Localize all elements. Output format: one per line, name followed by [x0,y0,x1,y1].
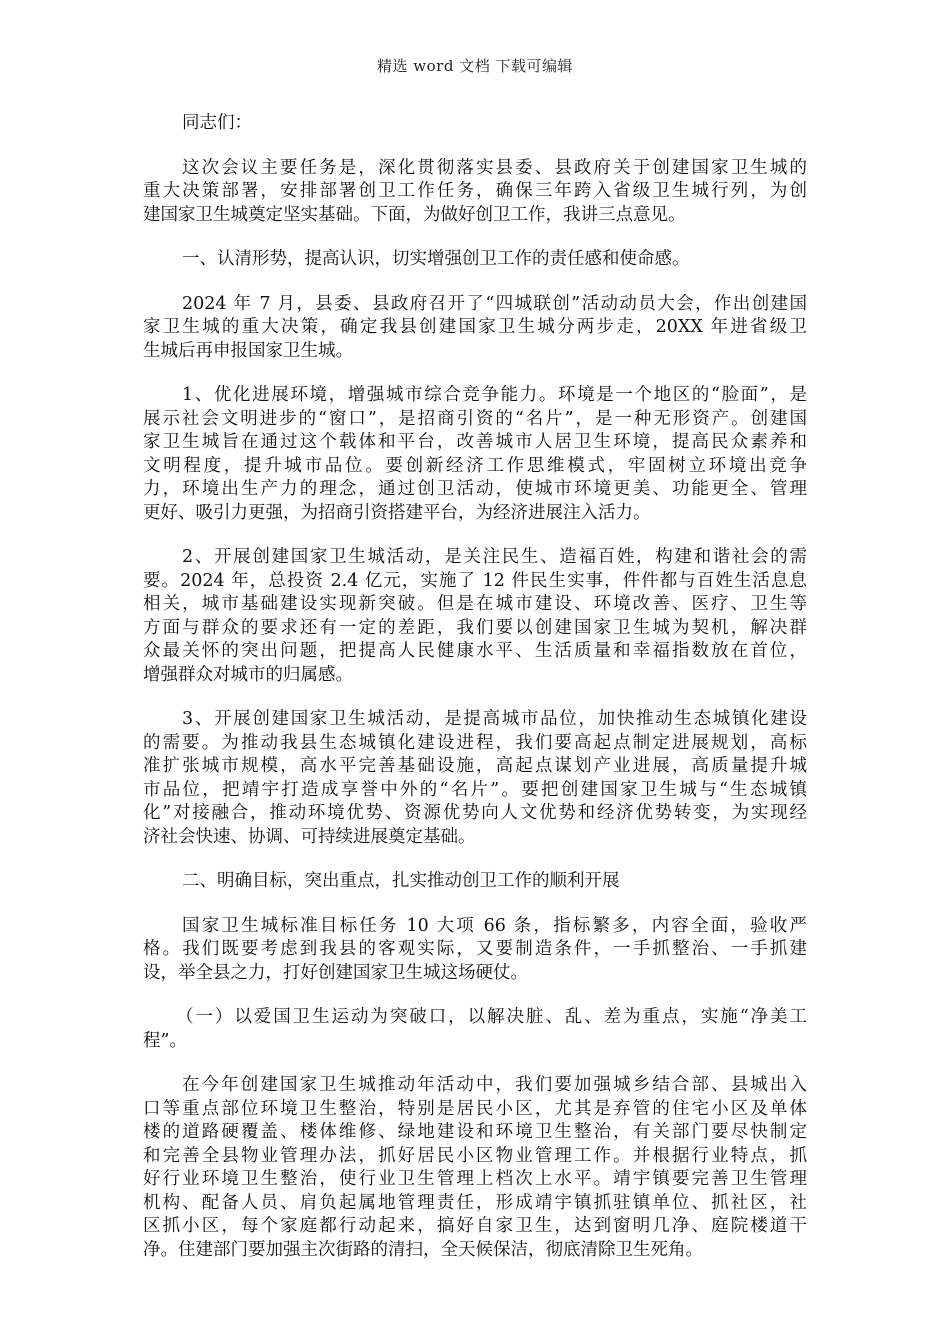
text-line: 要。2024 年，总投资 2.4 亿元，实施了 12 件民生实事，件件都与百姓生活息息 [143,570,807,591]
text-line: 二、明确目标，突出重点，扎实推动创卫工作的顺利开展 [182,871,620,891]
section-heading-one [143,248,807,272]
text-line: 文明程度，提升城市品位。要创新经济工作思维模式，牢固树立环境出竞争 [143,455,807,476]
text-line: 方面与群众的要求还有一定的差距，我们要以创建国家卫生城为契机，解决群 [143,617,807,638]
text-line: 化”对接融合，推动环境优势、资源优势向人文优势和经济优势转变，为实现经 [143,803,807,823]
text-line: 这次会议主要任务是，深化贯彻落实县委、县政府关于创建国家卫生城的 [182,157,807,178]
text-line: 更好、吸引力更强，为招商引资搭建平台，为经济进展注入活力。 [143,502,651,523]
document-header: 精选 word 文档 下载可编辑 [377,57,573,75]
paragraph-sanitation [143,1074,807,1262]
text-line: 建国家卫生城奠定坚实基础。下面，为做好创卫工作，我讲三点意见。 [143,204,686,225]
text-line: 家卫生城的重大决策，确定我县创建国家卫生城分两步走，20XX 年进省级卫 [143,317,807,337]
text-line: 生城后再申报国家卫生城。 [143,340,353,361]
text-line: 格。我们既要考虑到我县的客观实际，又要制造条件，一手抓整治、一手抓建 [143,939,807,959]
text-line: 净。住建部门要加强主次街路的清扫，全天候保洁，彻底清除卫生死角。 [143,1239,703,1260]
subsection-heading-one [143,1006,807,1053]
text-line: 3、开展创建国家卫生城活动，是提高城市品位，加快推动生态城镇化建设 [182,709,807,729]
paragraph-point-2 [143,546,807,687]
text-line: 好行业环境卫生整治，使行业卫生管理上档次上水平。靖宇镇要完善卫生管理 [143,1169,807,1189]
text-line: 机构、配备人员、肩负起属地管理责任，形成靖宇镇抓驻镇单位、抓社区，社 [143,1192,807,1213]
text-line: 区抓小区，每个家庭都行动起来，搞好自家卫生，达到窗明几净、庭院楼道干 [143,1216,807,1236]
text-line: 国家卫生城标准目标任务 10 大项 66 条，指标繁多，内容全面，验收严 [182,915,807,936]
document-body [143,112,807,1283]
paragraph-targets [143,915,807,986]
text-line: 2024 年 7 月，县委、县政府召开了“四城联创”活动动员大会，作出创建国 [182,293,807,314]
text-line: 增强群众对城市的归属感。 [143,664,353,685]
paragraph-salutation [143,112,807,136]
text-line: 在今年创建国家卫生城推动年活动中，我们要加强城乡结合部、县城出入 [182,1075,807,1095]
text-line: 程”。 [143,1030,187,1051]
text-line: 2、开展创建国家卫生城活动，是关注民生、造福百姓，构建和谐社会的需 [182,547,807,567]
text-line: 同志们： [182,113,252,133]
text-line: 展示社会文明进步的“窗口”，是招商引资的“名片”，是一种无形资产。创建国 [143,408,807,429]
text-line: 1、优化进展环境，增强城市综合竞争能力。环境是一个地区的“脸面”，是 [182,385,807,405]
text-line: 相关，城市基础建设实现新突破。但是在城市建设、环境改善、医疗、卫生等 [143,594,807,614]
text-line: （一）以爱国卫生运动为突破口，以解决脏、乱、差为重点，实施“净美工 [176,1007,807,1027]
text-line: 口等重点部位环境卫生整治，特别是居民小区，尤其是弃管的住宅小区及单体 [143,1098,807,1119]
section-heading-two [143,870,807,894]
paragraph-point-3 [143,708,807,849]
text-line: 设，举全县之力，打好创建国家卫生城这场硬仗。 [143,962,528,983]
text-line: 济社会快速、协调、可持续进展奠定基础。 [143,826,476,847]
paragraph-point-1 [143,384,807,525]
paragraph-background [143,293,807,364]
text-line: 家卫生城旨在通过这个载体和平台，改善城市人居卫生环境，提高民众素养和 [143,432,807,452]
text-line: 一、认清形势，提高认识，切实增强创卫工作的责任感和使命感。 [182,249,690,269]
paragraph-intro [143,157,807,228]
text-line: 准扩张城市规模，高水平完善基础设施，高起点谋划产业进展，高质量提升城 [143,756,807,776]
text-line: 力，环境出生产力的理念，通过创卫活动，使城市环境更美、功能更全、管理 [143,479,807,499]
text-line: 的需要。为推动我县生态城镇化建设进程，我们要高起点制定进展规划，高标 [143,732,807,753]
text-line: 重大决策部署，安排部署创卫工作任务，确保三年跨入省级卫生城行列，为创 [143,181,807,201]
text-line: 和完善全县物业管理办法，抓好居民小区物业管理工作。并根据行业特点，抓 [143,1145,807,1166]
text-line: 市品位，把靖宇打造成享誉中外的“名片”。要把创建国家卫生城与“生态城镇 [143,779,807,800]
text-line: 楼的道路硬覆盖、楼体维修、绿地建设和环境卫生整治，有关部门要尽快制定 [143,1122,807,1142]
text-line: 众最关怀的突出问题，把提高人民健康水平、生活质量和幸福指数放在首位， [143,641,807,661]
